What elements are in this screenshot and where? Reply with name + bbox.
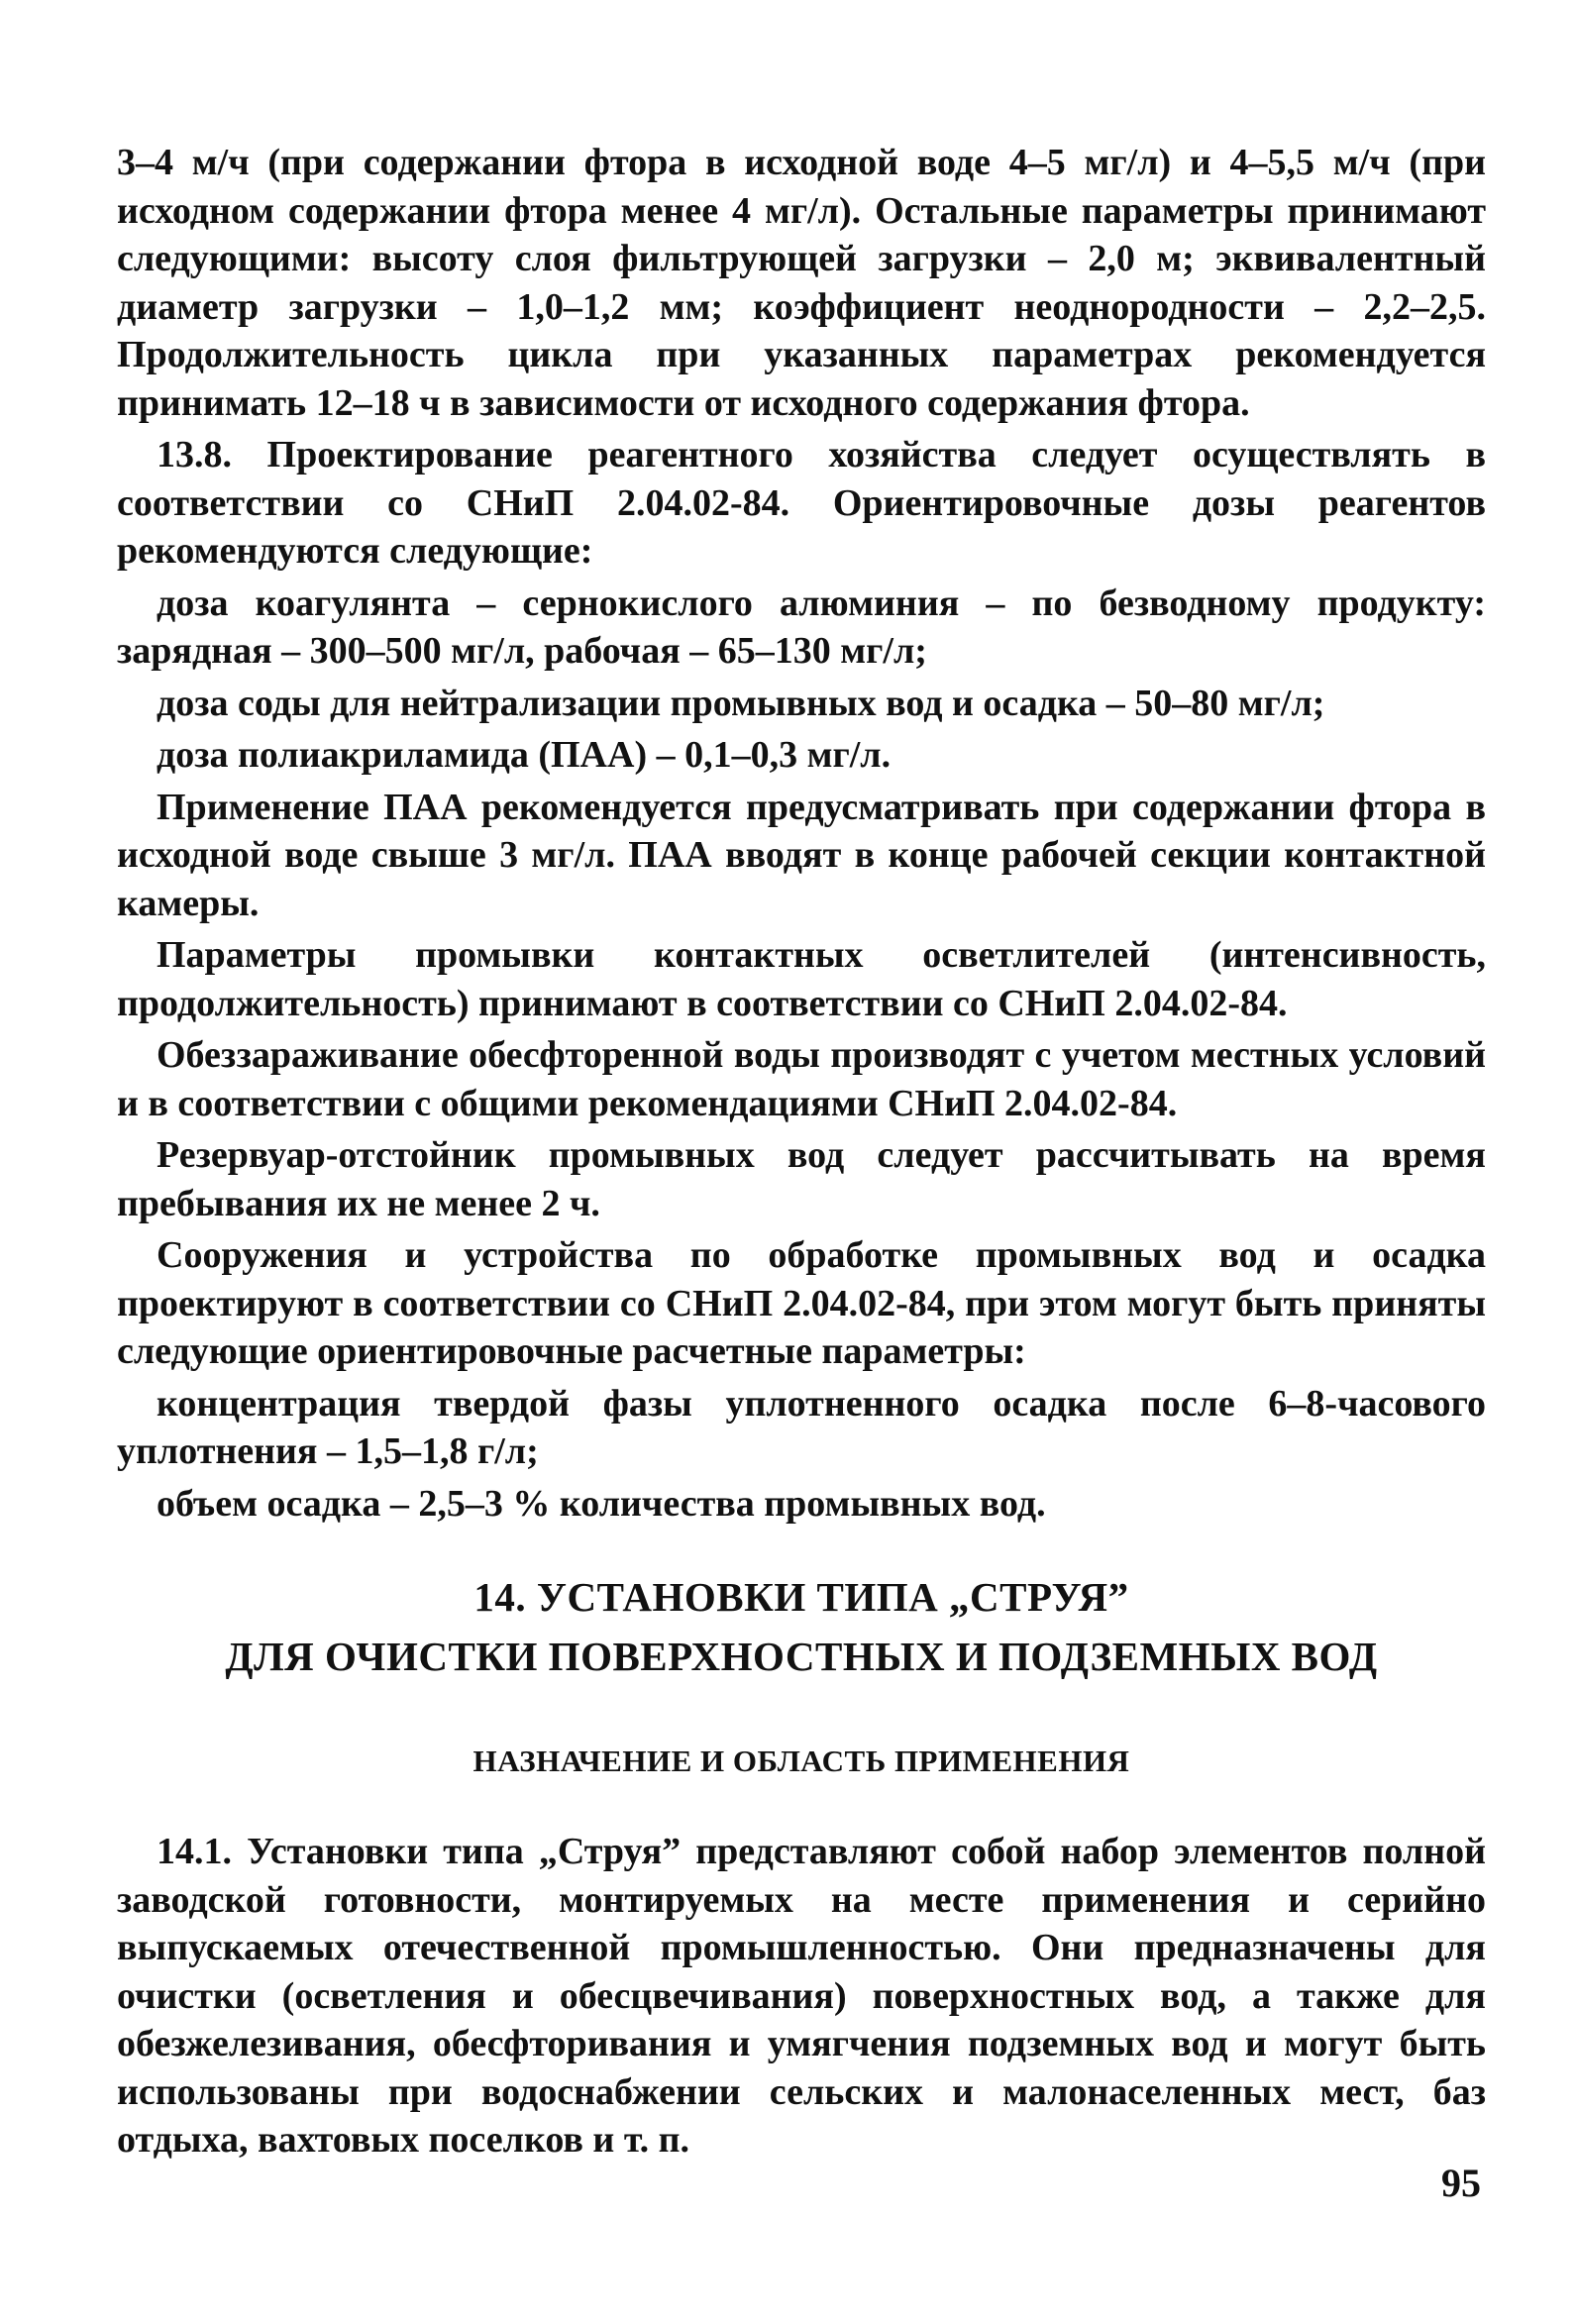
paragraph-sludge-facilities: Сооружения и устройства по обработке промывных вод и осадка проектируют в соответствии со СНиП 2.04.02-84, при этом могут быть приняты следующие ориентировочные расчетные параметры: bbox=[117, 1234, 1486, 1372]
paragraph-13-8: 13.8. Проектирование реагентного хозяйства следует осуществлять в соответствии со СНиП 2.04.02-84. Ориентировочные дозы реагентов рекомендуются следующие: bbox=[117, 434, 1486, 572]
subsection-title: НАЗНАЧЕНИЕ И ОБЛАСТЬ ПРИМЕНЕНИЯ bbox=[472, 1743, 1130, 1778]
paragraph-disinfection: Обеззараживание обесфторенной воды производят с учетом местных условий и в соответствии с общими рекомендациями СНиП 2.04.02-84. bbox=[117, 1034, 1486, 1124]
section-body bbox=[117, 1828, 1486, 2165]
paragraph-coagulant-dose: доза коагулянта – сернокислого алюминия – по безводному продукту: зарядная – 300–500 мг/л, рабочая – 65–130 мг/л; bbox=[117, 581, 1486, 672]
paragraph-paa-application: Применение ПАА рекомендуется предусматривать при содержании фтора в исходной воде свыше 3 мг/л. ПАА вводят в конце рабочей секции контактной камеры. bbox=[117, 786, 1486, 924]
paragraph-solid-concentration: концентрация твердой фазы уплотненного осадка после 6–8-часового уплотнения – 1,5–1,8 г/л; bbox=[117, 1382, 1486, 1472]
paragraph-washing-params: Параметры промывки контактных осветлителей (интенсивность, продолжительность) принимают в соответствии со СНиП 2.04.02-84. bbox=[117, 934, 1486, 1024]
paragraph-sludge-volume: объем осадка – 2,5–3 % количества промывных вод. bbox=[157, 1482, 1046, 1525]
paragraph-soda-dose: доза соды для нейтрализации промывных вод и осадка – 50–80 мг/л; bbox=[157, 682, 1325, 724]
body-text bbox=[117, 139, 1486, 1532]
section-title-line-1: 14. УСТАНОВКИ ТИПА „СТРУЯ” bbox=[473, 1574, 1129, 1620]
paragraph-reservoir: Резервуар-отстойник промывных вод следует рассчитывать на время пребывания их не менее 2 ч. bbox=[117, 1134, 1486, 1224]
section-title-line-2: ДЛЯ ОЧИСТКИ ПОВЕРХНОСТНЫХ И ПОДЗЕМНЫХ ВОД bbox=[225, 1634, 1378, 1679]
paragraph-filtration-params: 3–4 м/ч (при содержании фтора в исходной воде 4–5 мг/л) и 4–5,5 м/ч (при исходном содержании фтора менее 4 мг/л). Остальные параметры принимают следующими: высоту слоя фильтрующей загрузки – 2,0 м; эквивалентный диаметр загрузки – 1,0–1,2 мм; коэффициент неоднородности – 2,2–2,5. Продолжительность цикла при указанных параметрах рекомендуется принимать 12–18 ч в зависимости от исходного содержания фтора. bbox=[117, 142, 1486, 424]
paragraph-paa-dose: доза полиакриламида (ПАА) – 0,1–0,3 мг/л. bbox=[157, 734, 892, 776]
page-number: 95 bbox=[1441, 2161, 1481, 2205]
paragraph-14-1: 14.1. Установки типа „Струя” представляют собой набор элементов полной заводской готовности, монтируемых на месте применения и серийно выпускаемых отечественной промышленностью. Они предназначены для очистки (осветления и обесцвечивания) поверхностных вод, а также для обезжелезивания, обесфторивания и умягчения подземных вод и могут быть использованы при водоснабжении сельских и малонаселенных мест, баз отдыха, вахтовых поселков и т. п. bbox=[117, 1831, 1486, 2161]
